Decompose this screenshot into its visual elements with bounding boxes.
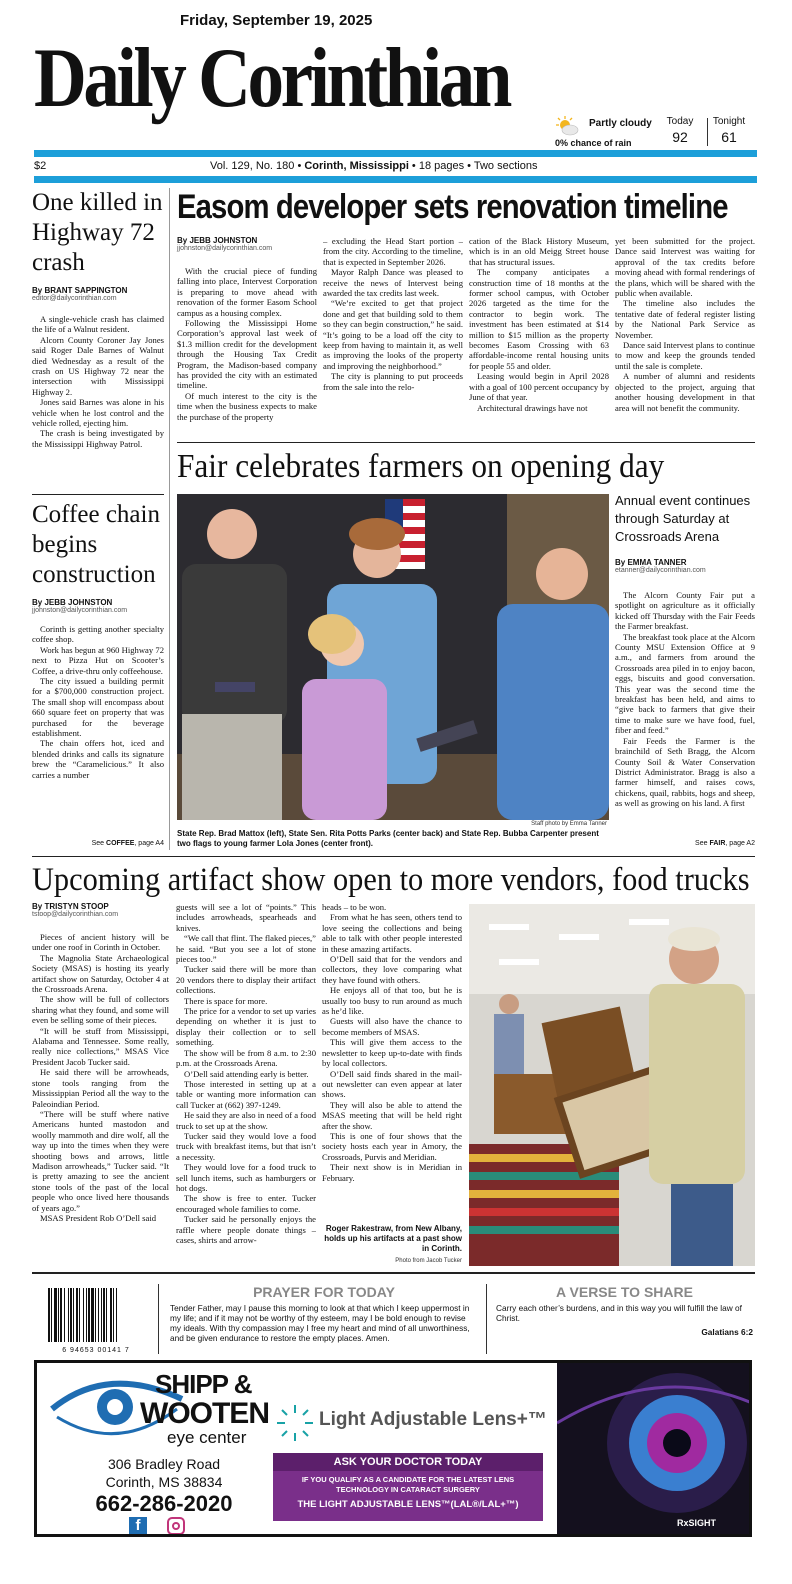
easom-para: A number of alumni and residents objected to the project, arguing that another housing development in that area will not benefit the community. xyxy=(615,371,755,413)
artifact-para: The price for a vendor to set up varies depending on whether it is just to display their collection or to sell something. xyxy=(176,1006,316,1048)
jump-word: FAIR xyxy=(709,840,726,847)
fair-photo-credit: Staff photo by Emma Tanner xyxy=(531,821,607,827)
artifact-col-3 xyxy=(322,902,462,1220)
easom-para: Following the Mississippi Home Corporation’s approval last week of $1.3 million credit for the development through the Housing Tax Credit Program, the Madison-based company has provided the city with an estimated timeline. xyxy=(177,318,317,391)
crash-byline: By BRANT SAPPINGTON xyxy=(32,286,128,295)
info-line xyxy=(34,160,757,174)
partly-cloudy-icon xyxy=(555,116,579,136)
jump-suffix: , page A4 xyxy=(134,840,164,847)
ad-lal: THE LIGHT ADJUSTABLE LENS™(LAL®/LAL+™) xyxy=(297,1499,519,1510)
artifact-photo-credit: Photo from Jacob Tucker xyxy=(395,1258,462,1264)
verse-reference: Galatians 6:2 xyxy=(701,1327,753,1337)
easom-para: – excluding the Head Start portion – from the city. According to the timeline, that is expected in September 2026. xyxy=(323,236,463,267)
easom-para: “We’re excited to get that project done and get that building sold to them so they can begin construction,” he said. “It’s going to be a load off the city to keep from having to maintain it, as well as improving the looks of the property and improving the neighborhood.” xyxy=(323,298,463,371)
weather-box xyxy=(555,116,760,150)
artifact-para: Tucker said there will be more than 20 vendors there to display their artifact collections. xyxy=(176,964,316,996)
divider xyxy=(32,1272,755,1274)
price: $2 xyxy=(34,160,47,172)
artifact-para: He enjoys all of that too, but he is usually too busy to run around as much as he’d like. xyxy=(322,985,462,1017)
artifact-para: O’Dell said that for the vendors and collectors, they love comparing what they have found with others. xyxy=(322,954,462,985)
easom-email: jjohnston@dailycorinthian.com xyxy=(177,245,273,252)
today-forecast xyxy=(658,116,702,145)
easom-para: With the crucial piece of funding falling into place, Intervest Corporation is preparing to move ahead with renovation of the former Easom School campus as a housing complex. xyxy=(177,266,317,318)
coffee-headline: Coffee chain begins construction xyxy=(32,501,160,588)
tonight-temp: 61 xyxy=(721,129,737,145)
easom-para: Of much interest to the city is the time when the business expects to make the purchase of the property xyxy=(177,390,317,422)
easom-para: Leasing would begin in April 2028 with a goal of 100 percent occupancy by June of that year. xyxy=(469,371,609,403)
prayer-text: Tender Father, may I pause this morning to look at that which I keep uppermost in my life; and if it may not be worthy of thy esteem, may I be bold enough to revise my ideals. With thy compassion may I free my heart and mind of all unworthiness, and be given endurance to restore the empty places. Amen. xyxy=(170,1303,470,1343)
barcode-bar xyxy=(86,1288,87,1342)
instagram-icon[interactable] xyxy=(167,1517,185,1535)
artifact-para: He said there will be arrowheads, stone tools ranging from the Mississippian Period all the way to the Paleoindian Period. xyxy=(32,1067,169,1109)
artifact-para: Tucker said they would love a food truck with breakfast items, but that isn’t a necessity. xyxy=(176,1130,316,1162)
city: Corinth, Mississippi xyxy=(304,160,409,172)
barcode-bar xyxy=(113,1288,114,1342)
crash-para: Alcorn County Coroner Jay Jones said Roger Dale Barnes of Walnut died Wednesday as a result of the crash on US Highway 72 near the intersection with Mississippi Highway 2. xyxy=(32,334,164,397)
artifact-headline: Upcoming artifact show open to more vendors, food trucks xyxy=(32,862,750,898)
artifact-para: They would love for a food truck to sell lunch items, such as hamburgers or hot dogs. xyxy=(176,1162,316,1193)
fair-para: The breakfast took place at the Alcorn County MSU Extension Office at 9 a.m., and farmers from around the Crossroads area piled in to enjoy bacon, eggs, biscuits and good conversation. This year was the second time the breakfast has been held, and aims to “give back to farmers that give their time to make sure we have food, fuel, fiber and feed.” xyxy=(615,631,755,736)
barcode-bar xyxy=(48,1288,50,1342)
coffee-jump[interactable] xyxy=(32,840,164,847)
easom-para: The timeline also includes the tentative date of federal register listing by the National Park Service as November. xyxy=(615,298,755,340)
masthead: Daily Corinthian xyxy=(34,31,510,125)
artifact-para: guests will see a lot of “points.” This includes arrowheads, spearheads and knives. xyxy=(176,902,316,933)
artifact-para: O’Dell said attending early is better. xyxy=(184,1068,309,1079)
easom-para: The city is planning to put proceeds from the sale into the relo- xyxy=(323,371,463,392)
barcode-bar xyxy=(60,1288,62,1342)
coffee-email: jjohnston@dailycorinthian.com xyxy=(32,607,128,614)
barcode-bars xyxy=(46,1288,146,1342)
easom-col-3 xyxy=(469,236,609,436)
coffee-para: The city issued a building permit for a $700,000 construction project. The small shop will encompass about 660 square feet on property that was purchased for the beverage establishment. xyxy=(32,676,164,739)
volume: Vol. 129, No. 180 • xyxy=(210,160,305,172)
column-divider xyxy=(169,188,170,850)
rain-chance: 0% chance of rain xyxy=(555,138,632,148)
header-top-bar xyxy=(34,150,757,157)
crash-para: Jones said Barnes was alone in his vehicle when he lost control and the vehicle rolled, ejecting him. xyxy=(32,397,164,429)
ad-brand-line3: eye center xyxy=(167,1428,247,1447)
artifact-para: The show is free to enter. Tucker encouraged whole families to come. xyxy=(176,1193,316,1214)
ad-brand-line2: WOOTEN xyxy=(140,1397,269,1430)
artifact-para: The show will be full of collectors sharing what they found, and some will even be selling some of their pieces. xyxy=(32,994,169,1026)
barcode-bar xyxy=(83,1288,84,1342)
barcode-bar xyxy=(106,1288,107,1342)
ad-brand-line1: SHIPP & xyxy=(155,1369,252,1399)
shipp-wooten-ad[interactable] xyxy=(34,1360,752,1537)
artifact-para: Guests will also have the chance to become members of MSAS. xyxy=(322,1016,462,1037)
artifact-para: “It will be stuff from Mississippi, Alabama and Tennessee. Some really, really nice collections,” MSAS Vice President Jacob Tucker said. xyxy=(32,1025,169,1067)
barcode-bar xyxy=(70,1288,72,1342)
ad-address-line2: Corinth, MS 38834 xyxy=(105,1474,223,1490)
artifact-para: He said they are also in need of a food truck to set up at the show. xyxy=(176,1110,316,1131)
barcode-bar xyxy=(58,1288,59,1342)
artifact-para: This is one of four shows that the society hosts each year in Amory, the Crossroads, Purvis and Meridian. xyxy=(322,1130,462,1162)
crash-body xyxy=(32,314,164,449)
ad-rxsight-logo: RxSIGHT xyxy=(677,1518,717,1528)
barcode-bar xyxy=(54,1288,57,1342)
easom-byline: By JEBB JOHNSTON xyxy=(177,236,258,245)
coffee-para: Work has begun at 960 Highway 72 next to Pizza Hut on Scooter’s Coffee, a drive-thru only coffeehouse. xyxy=(32,644,164,676)
easom-para: cation of the Black History Museum, which is in an old Meigg Street house that has structural issues. xyxy=(469,236,609,267)
prayer-box xyxy=(170,1284,478,1343)
artifact-para: MSAS President Rob O’Dell said xyxy=(40,1212,157,1223)
column-divider xyxy=(158,1284,159,1354)
fair-photo-illustration xyxy=(177,494,609,820)
barcode-bar xyxy=(76,1288,78,1342)
easom-para: The company anticipates a construction time of 18 months at the former school campus, with October 2026 targeted as the time for the contractor to begin work. The investment has been estimated at $14 million to $15 million as the property becomes Easom Crossing with 63 affordable-income rental housing units for people 55 and older. xyxy=(469,267,609,371)
artifact-photo xyxy=(469,904,755,1266)
edition-date: Friday, September 19, 2025 xyxy=(180,12,373,29)
barcode-bar xyxy=(98,1288,99,1342)
issue-info xyxy=(210,160,537,172)
crash-email: editor@dailycorinthian.com xyxy=(32,295,117,302)
jump-suffix: , page A2 xyxy=(725,840,755,847)
coffee-body xyxy=(32,624,164,796)
artifact-para: There is space for more. xyxy=(184,995,268,1006)
artifact-col-1 xyxy=(32,932,169,1268)
crash-headline: One killed in Highway 72 crash xyxy=(32,189,163,276)
divider xyxy=(32,494,164,495)
barcode-bar xyxy=(73,1288,74,1342)
easom-para: yet been submitted for the project. Dance said Intervest was waiting for approval of the tax credits before moving ahead with formal renderings of the plans, which will be shared with the public when available. xyxy=(615,236,755,299)
barcode-bar xyxy=(103,1288,105,1342)
coffee-para: Corinth is getting another specialty coffee shop. xyxy=(32,624,164,645)
jump-prefix: See xyxy=(91,840,107,847)
fair-para: Fair Feeds the Farmer is the brainchild of Seth Bragg, the Alcorn County Soil & Water Conservation District Administrator. Bragg is also a farmer himself, and raises cows, chickens, quail, rabbits, hogs and sheep, as well as growing on his land. A first xyxy=(615,735,755,809)
easom-para: Architectural drawings have not xyxy=(477,402,588,413)
artifact-para: This will give them access to the newsletter to keep up-to-date with finds by local collectors. xyxy=(322,1037,462,1069)
barcode-bar xyxy=(101,1288,102,1342)
fair-body xyxy=(615,590,755,835)
barcode-bar xyxy=(91,1288,94,1342)
prayer-title: PRAYER FOR TODAY xyxy=(253,1284,395,1300)
barcode-bar xyxy=(51,1288,52,1342)
barcode-bar xyxy=(88,1288,90,1342)
artifact-para: The show will be from 8 a.m. to 2:30 p.m. at the Crossroads Arena. xyxy=(176,1047,316,1069)
ad-qualify: IF YOU QUALIFY AS A CANDIDATE FOR THE LATEST LENS TECHNOLOGY IN CATARACT SURGERY xyxy=(301,1475,515,1494)
artifact-para: They will also be able to attend the MSAS meeting that will be held right after the show. xyxy=(322,1099,462,1131)
ad-lens-title: Light Adjustable Lens+™ xyxy=(319,1409,547,1430)
crash-para: The crash is being investigated by the Mississippi Highway Patrol. xyxy=(32,428,164,449)
fair-jump[interactable] xyxy=(615,840,755,847)
artifact-photo-illustration xyxy=(469,904,755,1266)
artifact-col-2 xyxy=(176,902,316,1268)
ad-ask-doctor: ASK YOUR DOCTOR TODAY xyxy=(273,1453,543,1471)
pages: • 18 pages • Two sections xyxy=(408,160,538,172)
coffee-para: The chain offers hot, iced and blended drinks and calls its signature brew the “Caramelicious.” It also carries a number xyxy=(32,738,164,780)
verse-box xyxy=(496,1284,753,1337)
artifact-para: Pieces of ancient history will be under one roof in Corinth in October. xyxy=(32,932,169,953)
fair-para: The Alcorn County Fair put a spotlight on agriculture as it officially kicked off Thursday with the Fair Feeds the Farmer breakfast. xyxy=(615,590,755,632)
barcode-bar xyxy=(116,1288,117,1342)
coffee-byline: By JEBB JOHNSTON xyxy=(32,598,113,607)
artifact-para: Tucker said he personally enjoys the raffle where people donate things – cases, shirts and arrow- xyxy=(176,1214,316,1245)
divider xyxy=(177,442,755,443)
barcode-bar xyxy=(68,1288,69,1342)
artifact-para: Their next show is in Meridian in February. xyxy=(322,1162,462,1183)
fair-caption: State Rep. Brad Mattox (left), State Sen. Rita Potts Parks (center back) and State Rep. Bubba Carpenter present two flags to young farmer Lola Jones (center front). xyxy=(177,829,599,848)
weather-description: Partly cloudy xyxy=(589,118,652,129)
easom-para: Mayor Ralph Dance was pleased to receive the news of Intervest being awarded the tax credits last week. xyxy=(323,267,463,299)
ad-cta-box[interactable] xyxy=(273,1453,543,1521)
artifact-para: Those interested in setting up at a table or wanting more information can call Tucker at (662) 397-1249. xyxy=(176,1078,316,1110)
fair-email: etanner@dailycorinthian.com xyxy=(615,567,706,574)
barcode-bar xyxy=(95,1288,96,1342)
tonight-label: Tonight xyxy=(712,116,746,127)
crash-para: A single-vehicle crash has claimed the life of a Walnut resident. xyxy=(32,314,164,335)
today-label: Today xyxy=(666,116,694,127)
verse-text: Carry each other’s burdens, and in this way you will fulfill the law of Christ. xyxy=(496,1303,742,1323)
artifact-para: “There will be stuff where native Americans hunted mastodon and woolly mammoth and dire wolf, all the way up into the times when they were shooting bows and arrows, little Madison arrowheads,” Tucker said. “It is pretty amazing to see the ancient stone tools of the past of the local people who once lived here thousands of years ago.” xyxy=(32,1108,169,1213)
easom-para: Dance said Intervest plans to continue to mow and keep the grounds tended until the sale is complete. xyxy=(615,340,755,371)
fair-byline-block xyxy=(615,558,755,574)
fair-photo xyxy=(177,494,609,820)
barcode-bar xyxy=(79,1288,80,1342)
crash-story xyxy=(32,188,164,449)
ad-address-line1: 306 Bradley Road xyxy=(107,1456,221,1472)
ad-address xyxy=(49,1455,279,1491)
fair-headline: Fair celebrates farmers on opening day xyxy=(177,448,665,485)
coffee-story xyxy=(32,500,164,796)
easom-col-1 xyxy=(177,266,317,436)
facebook-icon[interactable]: f xyxy=(129,1517,147,1535)
tonight-forecast xyxy=(707,116,751,145)
fair-byline: By EMMA TANNER xyxy=(615,558,687,567)
barcode-bar xyxy=(110,1288,112,1342)
fair-deck: Annual event continues through Saturday at Crossroads Arena xyxy=(615,493,751,544)
artifact-byline: By TRISTYN STOOP xyxy=(32,902,109,911)
easom-byline-block xyxy=(177,236,317,252)
artifact-email: tstoop@dailycorinthian.com xyxy=(32,911,119,918)
today-temp: 92 xyxy=(672,129,688,145)
lens-burst-icon xyxy=(275,1403,315,1443)
easom-col-4 xyxy=(615,236,755,436)
barcode xyxy=(46,1288,146,1352)
verse-title: A VERSE TO SHARE xyxy=(556,1284,693,1300)
barcode-number: 6 94653 00141 7 xyxy=(62,1347,130,1354)
artifact-para: From what he has seen, others tend to love seeing the collections and being able to talk with other people interested in these amazing artifacts. xyxy=(322,912,462,954)
easom-col-2 xyxy=(323,236,463,436)
easom-headline: Easom developer sets renovation timeline xyxy=(177,188,728,226)
jump-prefix: See xyxy=(695,840,710,847)
barcode-bar xyxy=(64,1288,65,1342)
column-divider xyxy=(486,1284,487,1354)
jump-word: COFFEE xyxy=(106,840,135,847)
artifact-para: The Magnolia State Archaeological Society (MSAS) is hosting its yearly artifact show on Saturday, October 4 at the Crossroads Arena. xyxy=(32,952,169,995)
artifact-caption: Roger Rakestraw, from New Albany, holds up his artifacts at a past show in Corinth. xyxy=(324,1224,462,1253)
artifact-para: O’Dell said finds shared in the mail-out newsletter can even appear at later shows. xyxy=(322,1068,462,1100)
artifact-para: “We call that flint. The flaked pieces,” he said. “But you see a lot of stone pieces too.” xyxy=(176,933,316,965)
header-bottom-bar xyxy=(34,176,757,183)
ad-eye-illustration xyxy=(557,1363,752,1537)
artifact-byline-block xyxy=(32,902,167,918)
ad-phone[interactable]: 662-286-2020 xyxy=(95,1491,233,1516)
divider xyxy=(32,856,755,857)
artifact-para: heads – to be won. xyxy=(322,902,387,912)
